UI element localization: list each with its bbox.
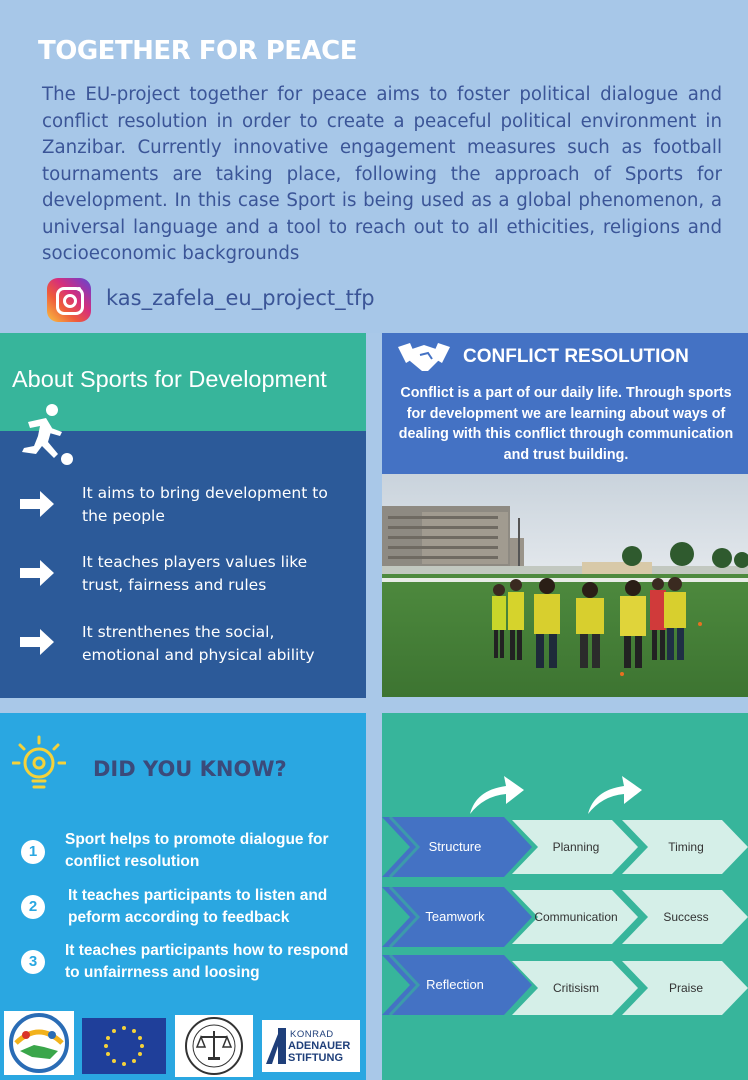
about-title: About Sports for Development bbox=[12, 366, 327, 392]
instagram-handle[interactable]: kas_zafela_eu_project_tfp bbox=[106, 286, 375, 310]
football-player-icon bbox=[8, 402, 74, 468]
flow-step: Success bbox=[663, 910, 709, 924]
football-training-photo bbox=[382, 474, 748, 697]
fact-number: 1 bbox=[21, 840, 45, 864]
did-you-know-title: DID YOU KNOW? bbox=[93, 757, 287, 781]
conflict-text: Conflict is a part of our daily life. Through sports for development we are learning about ways of dealing with this conflict through communication and trust building. bbox=[398, 385, 734, 463]
handshake-icon bbox=[398, 341, 450, 373]
flow-step-main: Structure bbox=[428, 839, 482, 854]
flow-step-main: Reflection bbox=[426, 977, 484, 992]
flow-step: Timing bbox=[668, 840, 704, 854]
flow-step: Communication bbox=[534, 910, 618, 924]
together-for-peace-logo bbox=[4, 1011, 74, 1075]
flow-step: Praise bbox=[668, 981, 703, 995]
fact-text: Sport helps to promote dialogue for conflict resolution bbox=[65, 831, 329, 870]
about-item: It teaches players values like trust, fairness and rules bbox=[82, 553, 308, 594]
arrow-right-icon bbox=[20, 491, 54, 517]
flow-step: Critisism bbox=[553, 981, 599, 995]
zafela-logo bbox=[175, 1015, 253, 1077]
arrow-right-icon bbox=[20, 629, 54, 655]
fact-number: 2 bbox=[21, 895, 45, 919]
fact-text: It teaches participants to listen and peform according to feedback bbox=[68, 887, 328, 926]
instagram-icon[interactable] bbox=[47, 278, 91, 322]
curved-arrow-icon bbox=[466, 772, 526, 816]
kas-line2: ADENAUER bbox=[288, 1040, 351, 1052]
about-item: It strenthenes the social, emotional and physical ability bbox=[82, 623, 315, 664]
flow-step: Planning bbox=[552, 840, 600, 854]
eu-flag-logo bbox=[82, 1018, 166, 1074]
about-item: It aims to bring development to the people bbox=[82, 484, 328, 525]
conflict-title: CONFLICT RESOLUTION bbox=[463, 346, 689, 367]
intro-paragraph: The EU-project together for peace aims to foster political dialogue and conflict resolution in order to create a peaceful political environment in Zanzibar. Currently innovative engagement measures such as football tournaments are taking place, following the approach of Sports for development. In this case Sport is being used as a global phenomenon, a universal language and a tool to reach out to all ethicities, religions and socioeconomic backgrounds bbox=[42, 84, 722, 264]
kas-mark-icon bbox=[266, 1028, 286, 1064]
lightbulb-icon bbox=[12, 735, 66, 795]
kas-logo bbox=[262, 1020, 360, 1072]
kas-line1: KONRAD bbox=[290, 1029, 334, 1040]
fact-number: 3 bbox=[21, 950, 45, 974]
kas-line3: STIFTUNG bbox=[288, 1052, 343, 1064]
page-title: TOGETHER FOR PEACE bbox=[38, 36, 357, 66]
arrow-right-icon bbox=[20, 560, 54, 586]
fact-text: It teaches participants how to respond to unfairrness and loosing bbox=[65, 942, 349, 981]
curved-arrow-icon bbox=[584, 772, 644, 816]
flow-step-main: Teamwork bbox=[425, 909, 485, 924]
